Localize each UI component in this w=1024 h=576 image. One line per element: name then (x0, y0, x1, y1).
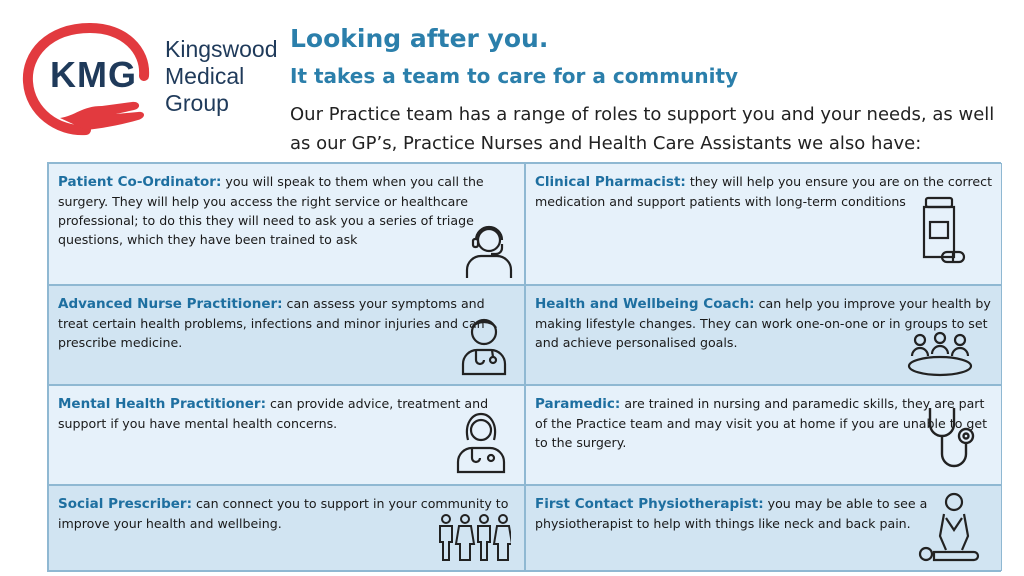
role-title: Social Prescriber: (58, 496, 192, 512)
female-doctor-icon (454, 410, 508, 474)
role-card-first-contact-physiotherapist (525, 485, 1002, 571)
role-card-advanced-nurse-practitioner (48, 285, 525, 385)
cpr-physio-icon (918, 490, 984, 566)
role-card-mental-health-practitioner (48, 385, 525, 485)
role-description: they will help you ensure you are on the correct medication and support patients with long-term conditions (535, 174, 993, 209)
role-card-paramedic (525, 385, 1002, 485)
page-subtitle: It takes a team to care for a community (290, 64, 739, 88)
role-card-health-wellbeing-coach (525, 285, 1002, 385)
logo-abbr: KMG (50, 54, 137, 95)
kmg-logo (20, 20, 278, 140)
role-card-social-prescriber (48, 485, 525, 571)
roles-grid (47, 162, 1001, 572)
role-title: Advanced Nurse Practitioner: (58, 296, 283, 312)
role-title: Health and Wellbeing Coach: (535, 296, 755, 312)
role-description: can help you improve your health by making lifestyle changes. They can work one-on-one or in groups to set and achieve personalised goals. (535, 296, 991, 350)
role-description: are trained in nursing and paramedic skills, they are part of the Practice team and may visit you at home if you are unable to get to the surgery. (535, 396, 988, 450)
logo-name-line: Kingswood (165, 36, 278, 62)
headset-person-icon (461, 222, 517, 280)
stethoscope-icon (924, 406, 980, 476)
male-doctor-icon (459, 314, 509, 376)
role-card-patient-coordinator (48, 163, 525, 285)
group-meeting-icon (906, 330, 974, 378)
medicine-bottle-icon (918, 196, 968, 268)
role-description: can connect you to support in your community to improve your health and wellbeing. (58, 496, 509, 531)
role-card-clinical-pharmacist (525, 163, 1002, 285)
logo-name (165, 36, 278, 117)
community-people-icon (437, 514, 511, 562)
role-title: Patient Co-Ordinator: (58, 174, 222, 190)
role-description: you may be able to see a physiotherapist to help with things like neck and back pain. (535, 496, 928, 531)
logo-name-line: Medical (165, 63, 245, 89)
page-title: Looking after you. (290, 24, 549, 53)
role-title: Clinical Pharmacist: (535, 174, 686, 190)
role-description: can provide advice, treatment and support if you have mental health concerns. (58, 396, 489, 431)
role-title: First Contact Physiotherapist: (535, 496, 764, 512)
role-description: can assess your symptoms and treat certain health problems, infections and minor injuries and can prescribe medicine. (58, 296, 485, 350)
role-description: you will speak to them when you call the surgery. They will help you access the right service or healthcare professional; to do this they will need to ask you a series of triage questions, which they have been trained to ask (58, 174, 484, 247)
intro-text: Our Practice team has a range of roles to support you and your needs, as well as our GP’s, Practice Nurses and Health Care Assistants we also have: (290, 104, 995, 154)
role-title: Mental Health Practitioner: (58, 396, 266, 412)
logo-name-line: Group (165, 90, 229, 116)
role-title: Paramedic: (535, 396, 621, 412)
